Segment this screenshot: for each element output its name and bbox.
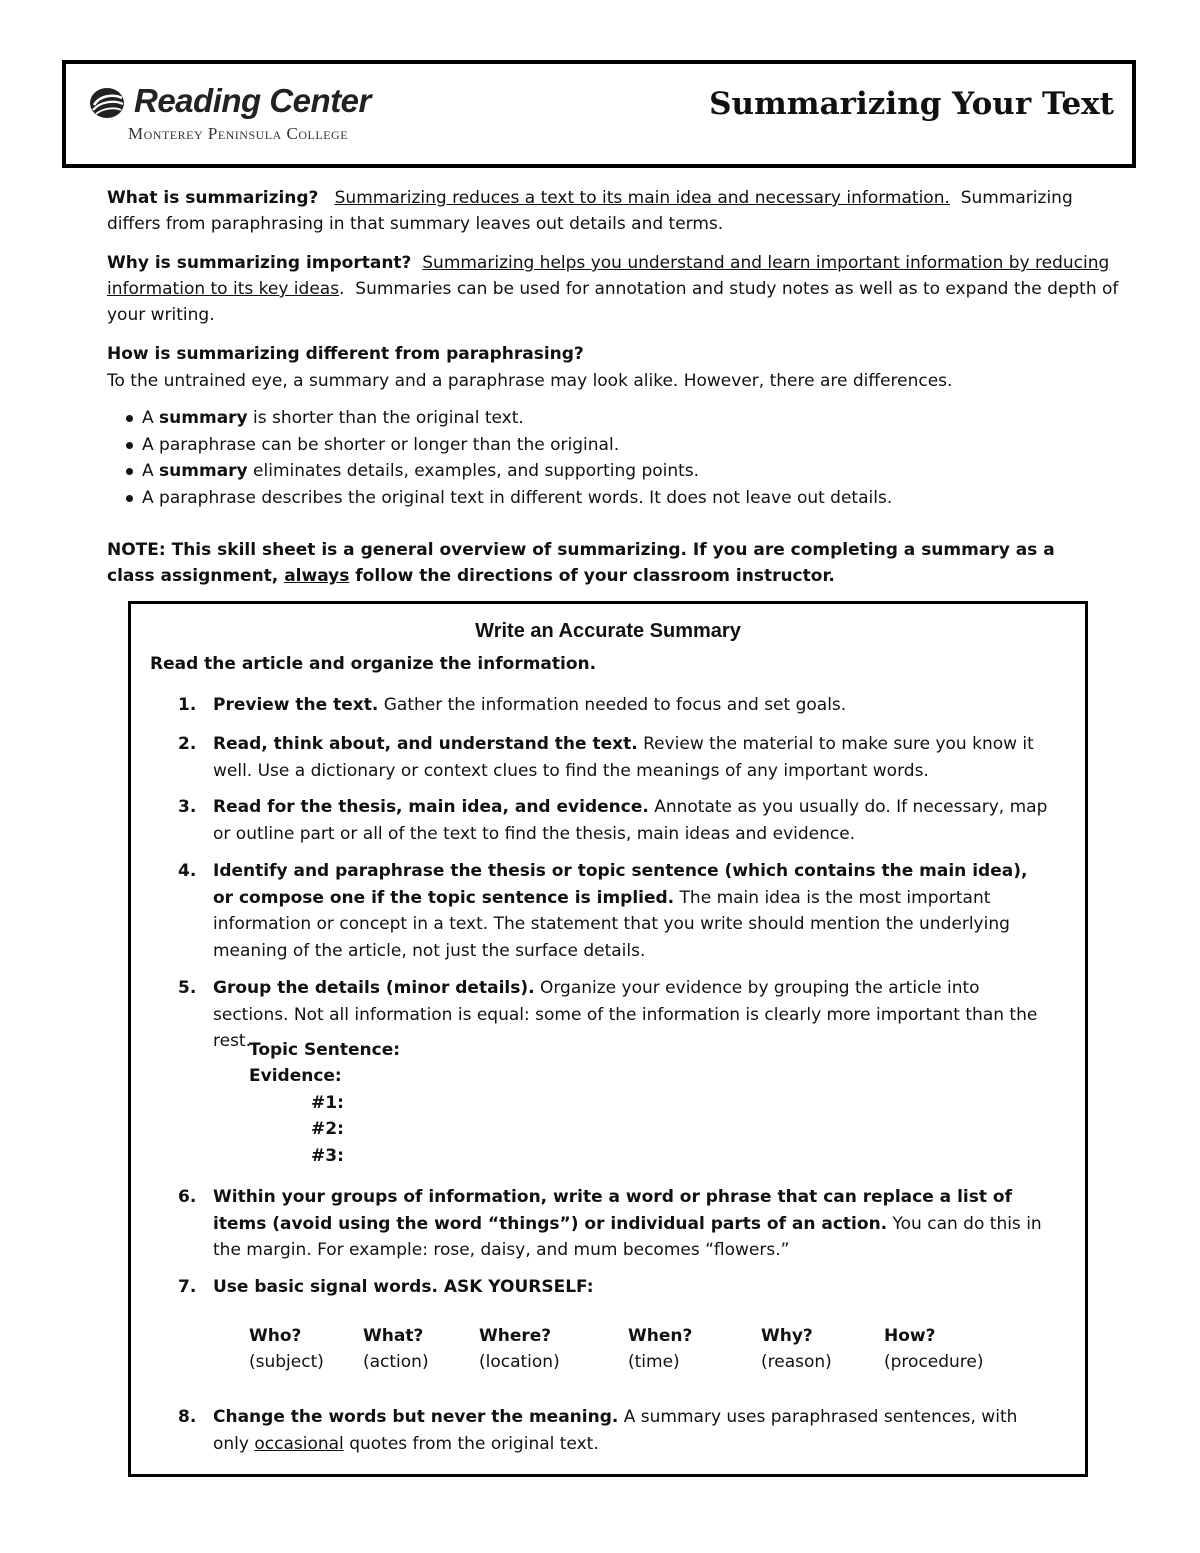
note-text-a: NOTE: This skill sheet is a general overview of summarizing. If you are completing a summary as a class assignment, [107,540,1055,586]
signal-word: Who? [249,1326,302,1346]
why-paragraph: Why is summarizing important? Summarizing helps you understand and learn important information by reducing information to its key ideas. Summaries can be used for annotation and study notes as well as to expand the depth of your writing. [107,253,1119,325]
what-definition: Summarizing reduces a text to its main idea and necessary information. [334,188,950,208]
outline-item: #3: [311,1146,344,1166]
signal-word-meaning: (action) [363,1352,429,1372]
outline-evidence: Evidence: [249,1066,342,1086]
list-item: A paraphrase describes the original text in different words. It does not leave out details. [120,485,892,512]
logo-subtitle: Monterey Peninsula College [128,124,349,143]
header-box [62,60,1136,168]
why-question: Why is summarizing important? [107,253,412,273]
how-paragraph [107,368,1127,394]
signal-word-meaning: (location) [479,1352,560,1372]
signal-word-meaning: (procedure) [884,1352,984,1372]
why-definition: Summarizing helps you understand and learn important information by reducing information to its key ideas [107,253,1110,299]
outline-item: #2: [311,1119,344,1139]
signal-word-meaning: (subject) [249,1352,324,1372]
signal-word: When? [628,1326,693,1346]
what-paragraph [107,185,1127,237]
signal-word-meaning: (time) [628,1352,680,1372]
differences-list [120,405,892,511]
note-paragraph [107,537,1087,589]
how-text: To the untrained eye, a summary and a paraphrase may look alike. However, there are differences. [107,371,953,391]
how-question: How is summarizing different from paraphrasing? [107,344,584,364]
outline-item: #1: [311,1093,344,1113]
note-text-b: follow the directions of your classroom instructor. [349,566,835,586]
signal-word: Where? [479,1326,552,1346]
what-question: What is summarizing? [107,188,319,208]
how-heading [107,341,1127,367]
why-rest: Summaries can be used for annotation and study notes as well as to expand the depth of your writing. [107,279,1119,325]
box-subtitle: Read the article and organize the information. [150,654,597,674]
what-rest: Summarizing differs from paraphrasing in that summary leaves out details and terms. [107,188,1073,234]
signal-word: What? [363,1326,424,1346]
signal-word: Why? [761,1326,813,1346]
outline-topic-sentence: Topic Sentence: [249,1040,401,1060]
signal-word: How? [884,1326,936,1346]
signal-word-meaning: (reason) [761,1352,832,1372]
box-title: Write an Accurate Summary [475,620,741,642]
list-item: A paraphrase can be shorter or longer than the original. [120,432,892,459]
document-title: Summarizing Your Text [709,86,1114,122]
list-item: A summary is shorter than the original text. [120,405,892,432]
logo-title: Reading Center [134,82,371,119]
summary-steps-box: Write an Accurate Summary Read the article and organize the information. 1. Preview the text. Gather the information needed to focus and set goals. 2. Read, think about, and understand the text. Review the material to make sure you know it well. Use a dictionary or context clues to find the meanings of any important words. 3. Read for the thesis, main idea, and evidence. Annotate as you usually do. If necessary, map or outline part or all of the text to find the thesis, main ideas and evidence. 4. Identify and paraphrase the thesis or topic sentence (which contains the main idea), or compose one if the topic sentence is implied. The main idea is the most important information or concept in a text. The statement that you write should mention the underlying meaning of the article, not just the surface details. 5. Group the details (minor details). Organize your evidence by grouping the article into sections. Not all information is equal: some of the information is clearly more important than the rest. Topic Sentence: Evidence: #1: #2: #3: 6. Within your groups of information, write a word or phrase that can replace a list of items (avoid using the word “things”) or individual parts of an action. You can do this in the margin. For example: rose, daisy, and mum becomes “flowers.” 7. Use basic signal words. ASK YOURSELF: Who? (subject) What? (action) Where? (location) When? (time) Why? (reason) How? (procedure) 8. Change the words but never the meaning. A summary uses paraphrased sentences, with only occasional quotes from the original text. [128,601,1088,1477]
note-always: always [284,566,350,586]
list-item: A summary eliminates details, examples, and supporting points. [120,458,892,485]
swirl-logo-icon [88,86,128,120]
reading-center-logo [88,82,388,152]
